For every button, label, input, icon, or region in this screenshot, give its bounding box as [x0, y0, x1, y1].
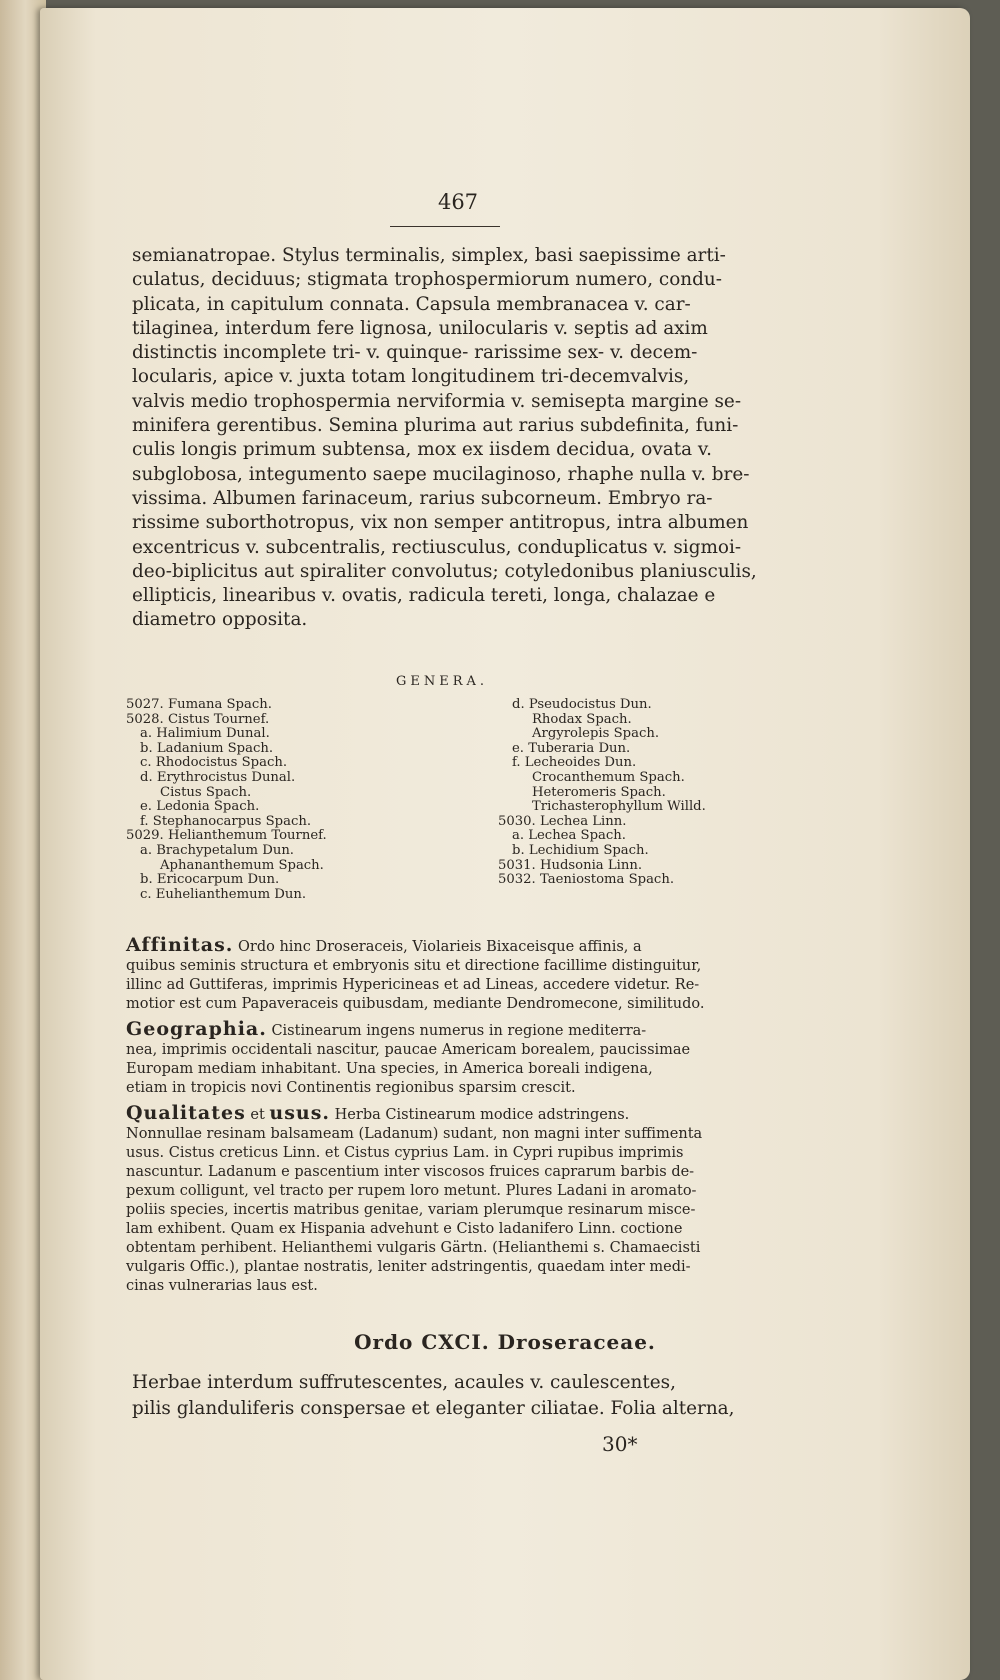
genera-list-left — [126, 698, 327, 902]
genus-entry: Rhodax Spach. — [532, 711, 632, 727]
usus-heading: usus. — [269, 1102, 331, 1124]
geographia-line: Europam mediam inhabitant. Una species, in America boreali indigena, — [126, 1061, 653, 1077]
genus-entry: 5028. Cistus Tournef. — [126, 711, 270, 727]
text-line: locularis, apice v. juxta totam longitudinem tri-decemvalvis, — [132, 366, 690, 388]
qualitates-line: nascuntur. Ladanum e pascentium inter viscosos fruices caprarum barbis de- — [126, 1164, 695, 1180]
genus-entry: 5032. Taeniostoma Spach. — [498, 872, 675, 888]
qualitates-line: usus. Cistus creticus Linn. et Cistus cyprius Lam. in Cypri rupibus imprimis — [126, 1145, 684, 1161]
text-line: deo-biplicitus aut spiraliter convolutus; cotyledonibus planiusculis, — [132, 560, 757, 582]
genus-entry: Trichasterophyllum Willd. — [532, 799, 706, 815]
genus-entry: Crocanthemum Spach. — [532, 769, 685, 785]
text-line: rissime suborthotropus, vix non semper antitropus, intra albumen — [132, 512, 749, 534]
genus-entry: f. Lecheoides Dun. — [512, 755, 637, 771]
genera-heading: GENERA. — [396, 674, 489, 689]
text-line: minifera gerentibus. Semina plurima aut rarius subdefinita, funi- — [132, 415, 739, 437]
geographia-section — [126, 1020, 690, 1098]
genus-entry: Argyrolepis Spach. — [532, 726, 660, 742]
genus-entry: f. Stephanocarpus Spach. — [140, 813, 312, 829]
text-line: distinctis incomplete tri- v. quinque- rarissime sex- v. decem- — [132, 342, 698, 364]
genus-entry: b. Ladanium Spach. — [140, 740, 274, 756]
genera-list-right — [498, 698, 706, 888]
genus-entry: Heteromeris Spach. — [532, 784, 666, 800]
book-page — [40, 8, 970, 1680]
affinitas-heading: Affinitas. — [126, 934, 234, 956]
genus-entry: d. Erythrocistus Dunal. — [140, 769, 296, 785]
genus-entry: b. Lechidium Spach. — [512, 842, 649, 858]
text-line: excentricus v. subcentralis, rectiusculus, conduplicatus v. sigmoi- — [132, 536, 742, 558]
text-line: valvis medio trophospermia nerviformia v. semisepta margine se- — [132, 390, 742, 412]
geographia-line: nea, imprimis occidentali nascitur, paucae Americam borealem, paucissimae — [126, 1042, 691, 1058]
genus-entry: 5027. Fumana Spach. — [126, 697, 272, 712]
genus-entry: 5030. Lechea Linn. — [498, 813, 627, 829]
genus-entry: 5031. Hudsonia Linn. — [498, 857, 643, 873]
qualitates-section — [126, 1104, 702, 1296]
text-line: vissima. Albumen farinaceum, rarius subcorneum. Embryo ra- — [132, 487, 713, 509]
genus-entry: e. Tuberaria Dun. — [512, 740, 631, 756]
genus-entry: d. Pseudocistus Dun. — [512, 697, 652, 712]
geographia-heading: Geographia. — [126, 1018, 267, 1040]
text-line: culatus, deciduus; stigmata trophospermiorum numero, condu- — [132, 269, 722, 291]
genus-entry: c. Rhodocistus Spach. — [140, 755, 288, 771]
text-line: tilaginea, interdum fere lignosa, unilocularis v. septis ad axim — [132, 317, 708, 339]
header-rule — [390, 226, 500, 227]
geographia-line: Cistinearum ingens numerus in regione mediterra- — [271, 1023, 647, 1039]
droseraceae-line: pilis glanduliferis conspersae et eleganter ciliatae. Folia alterna, — [132, 1398, 735, 1419]
qualitates-connector: et — [250, 1107, 265, 1123]
droseraceae-text — [132, 1370, 735, 1422]
affinitas-line: Ordo hinc Droseraceis, Violarieis Bixaceisque affinis, a — [238, 939, 642, 955]
genus-entry: Cistus Spach. — [160, 784, 252, 800]
affinitas-line: quibus seminis structura et embryonis situ et directione facillime distinguitur, — [126, 958, 702, 974]
genus-entry: a. Brachypetalum Dun. — [140, 842, 295, 858]
qualitates-line: obtentam perhibent. Helianthemi vulgaris Gärtn. (Helianthemi s. Chamaecisti — [126, 1240, 701, 1256]
genus-entry: a. Lechea Spach. — [512, 828, 626, 844]
genus-entry: 5029. Helianthemum Tournef. — [126, 828, 327, 844]
qualitates-line: pexum colligunt, vel tracto per rupem loro metunt. Plures Ladani in aromato- — [126, 1183, 697, 1199]
ordo-heading: Ordo CXCI. Droseraceae. — [354, 1330, 656, 1354]
qualitates-line: vulgaris Offic.), plantae nostratis, leniter adstringentis, quaedam inter medi- — [126, 1259, 691, 1275]
qualitates-heading: Qualitates — [126, 1102, 246, 1124]
qualitates-line: Nonnullae resinam balsameam (Ladanum) sudant, non magni inter suffimenta — [126, 1126, 703, 1142]
geographia-line: etiam in tropicis novi Continentis regionibus sparsim crescit. — [126, 1080, 576, 1096]
page-number: 467 — [437, 190, 479, 214]
droseraceae-line: Herbae interdum suffrutescentes, acaules v. caulescentes, — [132, 1372, 676, 1393]
affinitas-line: illinc ad Guttiferas, imprimis Hypericineas et ad Lineas, accedere videtur. Re- — [126, 977, 700, 993]
affinitas-line: motior est cum Papaveraceis quibusdam, mediante Dendromecone, similitudo. — [126, 996, 705, 1012]
genus-entry: a. Halimium Dunal. — [140, 726, 270, 742]
genus-entry: b. Ericocarpum Dun. — [140, 872, 280, 888]
qualitates-line: poliis species, incertis matribus genitae, variam plerumque resinarum misce- — [126, 1202, 696, 1218]
text-line: culis longis primum subtensa, mox ex iisdem decidua, ovata v. — [132, 439, 712, 461]
genus-entry: Aphananthemum Spach. — [160, 857, 324, 873]
text-line: plicata, in capitulum connata. Capsula membranacea v. car- — [132, 293, 691, 315]
main-text-block — [132, 244, 757, 633]
signature-mark: 30* — [602, 1432, 638, 1456]
text-line: semianatropae. Stylus terminalis, simplex, basi saepissime arti- — [132, 245, 726, 266]
qualitates-line: Herba Cistinearum modice adstringens. — [334, 1107, 630, 1123]
genus-entry: e. Ledonia Spach. — [140, 799, 260, 815]
text-line: subglobosa, integumento saepe mucilaginoso, rhaphe nulla v. bre- — [132, 463, 750, 485]
qualitates-line: cinas vulnerarias laus est. — [126, 1278, 318, 1294]
qualitates-line: lam exhibent. Quam ex Hispania advehunt e Cisto ladanifero Linn. coctione — [126, 1221, 683, 1237]
text-line: ellipticis, linearibus v. ovatis, radicula tereti, longa, chalazae e — [132, 585, 716, 607]
genus-entry: c. Euhelianthemum Dun. — [140, 886, 307, 902]
text-line: diametro opposita. — [132, 609, 308, 631]
affinitas-section — [126, 936, 704, 1014]
